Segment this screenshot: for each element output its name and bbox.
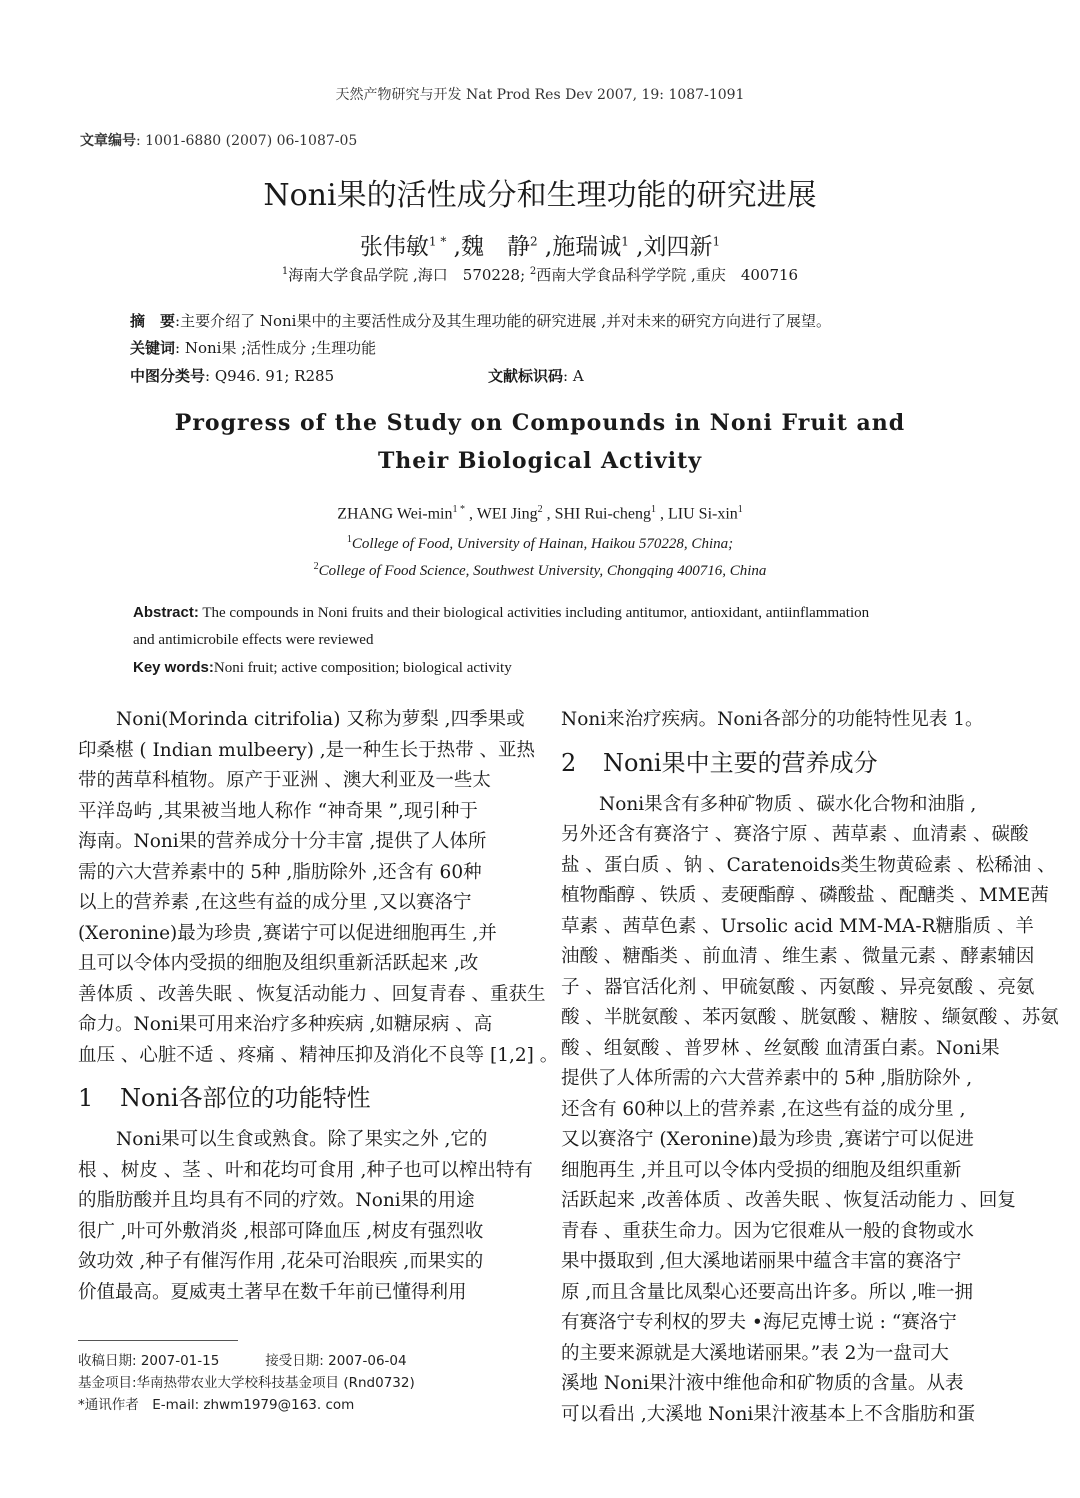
body-line: 原 ,而且含量比凤梨心还要高出许多。所以 ,唯一拥 [561,1281,974,1303]
author-cn-4-sup: 1 [712,234,721,249]
body-line: Noni果含有多种矿物质 、碳水化合物和油脂 , [599,793,977,815]
abstract-en-text-1: The compounds in Noni fruits and their biological activities including antitumor, antioxidant, antiinflammation [202,605,870,621]
affil-cn-2-sup: 2 [529,266,537,277]
running-head: 天然产物研究与开发 Nat Prod Res Dev 2007, 19: 1087-1091 [335,87,745,103]
body-line: 盐 、蛋白质 、钠 、Caratenoids类生物黄硷素 、松稀油 、 [561,854,1056,876]
document-code-label: 文献标识码 [488,367,564,385]
body-line: 需的六大营养素中的 5种 ,脂肪除外 ,还含有 60种 [78,861,482,883]
author-en-4-sup: 1 [737,504,743,515]
author-en-1: ZHANG Wei-min [337,505,453,523]
accepted-date: 接受日期: 2007-06-04 [265,1353,407,1369]
body-line: 敛功效 ,种子有催泻作用 ,花朵可治眼疾 ,而果实的 [78,1251,484,1272]
body-line: 善体质 、改善失眠 、恢复活动能力 、回复青春 、重获生 [78,983,546,1005]
keywords-en-text: Noni fruit; active composition; biological activity [213,660,512,676]
affil-cn-2: 西南大学食品科学学院 ,重庆 400716 [536,266,799,284]
author-cn-1-sup: 1 * [428,234,447,249]
body-line: Noni果可以生食或熟食。除了果实之外 ,它的 [116,1129,488,1150]
author-en-1-sup: 1 * [452,504,465,515]
author-en-4: LIU Si-xin [668,505,738,523]
body-line: 很广 ,叶可外敷消炎 ,根部可降血压 ,树皮有强烈收 [78,1220,484,1242]
body-line: 子 、器官活化剂 、甲硫氨酸 、丙氨酸 、异亮氨酸 、亮氨 [561,976,1035,998]
body-line: 酸 、组氨酸 、普罗林 、丝氨酸 血清蛋白素。Noni果 [561,1037,1000,1059]
footnote-fund: 基金项目:华南热带农业大学校科技基金项目 (Rnd0732) [78,1375,415,1391]
abstract-en-label: Abstract: [133,604,199,621]
body-line: 细胞再生 ,并且可以令体内受损的细胞及组织重新 [561,1159,962,1181]
affil-en-1-sup: 1 [346,534,352,545]
body-line: 溪地 Noni果汁液中维他命和矿物质的含量。从表 [561,1373,964,1394]
keywords-cn-text: : Noni果 ;活性成分 ;生理功能 [175,339,377,357]
author-cn-1: 张伟敏 [359,234,429,260]
body-line: 且可以令体内受损的细胞及组织重新活跃起来 ,改 [78,953,479,974]
body-line: 以上的营养素 ,在这些有益的成分里 ,又以赛洛宁 [78,892,472,913]
author-en-2-sup: 2 [537,504,543,515]
body-line: 油酸 、糖酯类 、前血清 、维生素 、微量元素 、酵素辅因 [561,946,1035,967]
title-chinese: Noni果的活性成分和生理功能的研究进展 [263,178,817,213]
article-number [80,130,357,150]
keywords-chinese [130,337,376,358]
body-line: 果中摄取到 ,但大溪地诺丽果中蕴含丰富的赛洛宁 [561,1251,962,1272]
received-date: 收稿日期: 2007-01-15 [78,1353,220,1369]
footnote-corresponding: *通讯作者 E-mail: zhwm1979@163. com [78,1397,355,1413]
classification [130,365,334,386]
author-cn-3: 施瑞诚 [552,234,622,260]
body-line: Noni(Morinda citrifolia) 又称为萝梨 ,四季果或 [116,709,525,730]
author-cn-2: 魏 静 [460,234,530,260]
affil-cn-1: 海南大学食品学院 ,海口 570228; [288,266,526,284]
document-code-value: : A [563,367,584,385]
author-en-3: SHI Rui-cheng [554,505,652,523]
abstract-english-line-1 [133,604,869,622]
title-english-line-1: Progress of the Study on Compounds in Noni Fruit and [174,410,906,436]
affil-en-2-sup: 2 [313,561,319,572]
body-line: 平洋岛屿 ,其果被当地人称作 “神奇果 ”,现引种于 [78,800,478,822]
classification-value: : Q946. 91; R285 [205,367,335,385]
left-column [78,705,559,1308]
body-line: 酸 、半胱氨酸 、苯丙氨酸 、胱氨酸 、糖胺 、缬氨酸 、苏氨 [561,1007,1059,1028]
body-line: 提供了人体所需的六大营养素中的 5种 ,脂肪除外 , [561,1068,973,1089]
authors-chinese: 张伟敏$^{1 *}$ ,魏 静$^2$ ,施瑞诚$^1$ ,刘四新$^1$ [359,234,721,260]
body-line: (Xeronine)最为珍贵 ,赛诺宁可以促进细胞再生 ,并 [78,922,497,944]
affil-en-2-text: College of Food Science, Southwest University, Chongqing 400716, China [318,563,767,579]
body-line: 另外还含有赛洛宁 、赛洛宁原 、茜草素 、血清素 、碳酸 [561,824,1029,845]
body-line: 血压 、心脏不适 、疼痛 、精神压抑及消化不良等 [1,2] 。 [78,1044,559,1066]
section-number: 2 [561,748,577,777]
section-title: Noni果中主要的营养成分 [603,748,878,777]
keywords-en-label: Key words: [133,659,214,676]
right-column [561,705,1059,1430]
body-line: 海南。Noni果的营养成分十分丰富 ,提供了人体所 [78,831,487,852]
footnote-divider [78,1340,238,1341]
body-line: 的脂肪酸并且均具有不同的疗效。Noni果的用途 [78,1190,475,1211]
document-code [488,365,584,386]
author-cn-2-sup: 2 [529,234,538,249]
abstract-cn-label: 摘 要 [130,312,176,330]
footnotes [78,1350,415,1416]
body-line: 植物酯醇 、铁质 、麦硬酯醇 、磷酸盐 、配醣类 、MME茜 [561,885,1049,906]
body-line: 草素 、茜草色素 、Ursolic acid MM-MA-R糖脂质 、羊 [561,915,1034,937]
body-line: 印桑椹 ( Indian mulbeery) ,是一种生长于热带 、亚热 [78,739,536,761]
body-line: 有赛洛宁专利权的罗夫 •海尼克博士说 : “赛洛宁 [561,1312,957,1333]
author-en-3-sup: 1 [651,504,657,515]
affil-en-1-text: College of Food, University of Hainan, Haikou 570228, China; [351,536,734,552]
body-line: 根 、树皮 、茎 、叶和花均可食用 ,种子也可以榨出特有 [78,1159,533,1181]
keywords-english [133,659,512,677]
body-line: 带的茜草科植物。原产于亚洲 、澳大利亚及一些太 [78,770,491,791]
article-number-value: : 1001-6880 (2007) 06-1087-05 [136,133,358,149]
affiliation-english-2 [0,561,1080,580]
author-en-2: WEI Jing [476,505,538,523]
section-number: 1 [78,1084,94,1112]
author-cn-3-sup: 1 [621,234,629,249]
title-english-line-2: Their Biological Activity [377,448,703,474]
keywords-cn-label: 关键词 [130,339,176,357]
section-heading-1 [78,1077,523,1119]
body-line: 活跃起来 ,改善体质 、改善失眠 、恢复活动能力 、回复 [561,1190,1016,1211]
affiliation-chinese [0,264,1080,285]
section-title: Noni各部位的功能特性 [120,1084,371,1112]
body-line: Noni来治疗疾病。Noni各部分的功能特性见表 1。 [561,709,984,730]
footnote-dates [78,1350,415,1372]
body-line: 可以看出 ,大溪地 Noni果汁液基本上不含脂肪和蛋 [561,1403,976,1425]
authors-english: ZHANG Wei-$\min^{1 *}$ , WEI Jing$^2$ , SHI Rui-cheng$^1$ , LIU Si-xin$^1$ [337,504,743,523]
abstract-cn-text: :主要介绍了 Noni果中的主要活性成分及其生理功能的研究进展 ,并对未来的研究方向进行了展望。 [175,312,831,330]
body-line: 的主要来源就是大溪地诺丽果。”表 2为一盘司大 [561,1342,949,1364]
article-number-label: 文章编号 [80,133,136,149]
affil-cn-1-sup: 1 [281,266,289,277]
section-heading-2 [561,742,1006,784]
abstract-english-line-2: and antimicrobile effects were reviewed [133,632,374,648]
body-line: 命力。Noni果可用来治疗多种疾病 ,如糖尿病 、高 [78,1014,493,1035]
body-line: 青春 、重获生命力。因为它很难从一般的食物或水 [561,1220,974,1242]
affiliation-english-1 [0,534,1080,553]
classification-label: 中图分类号 [130,367,206,385]
body-line: 价值最高。夏威夷土著早在数千年前已懂得利用 [78,1281,467,1303]
abstract-chinese [130,310,831,331]
author-cn-4: 刘四新 [643,234,713,260]
body-line: 又以赛洛宁 (Xeronine)最为珍贵 ,赛诺宁可以促进 [561,1129,974,1150]
body-line: 还含有 60种以上的营养素 ,在这些有益的成分里 , [561,1098,966,1120]
